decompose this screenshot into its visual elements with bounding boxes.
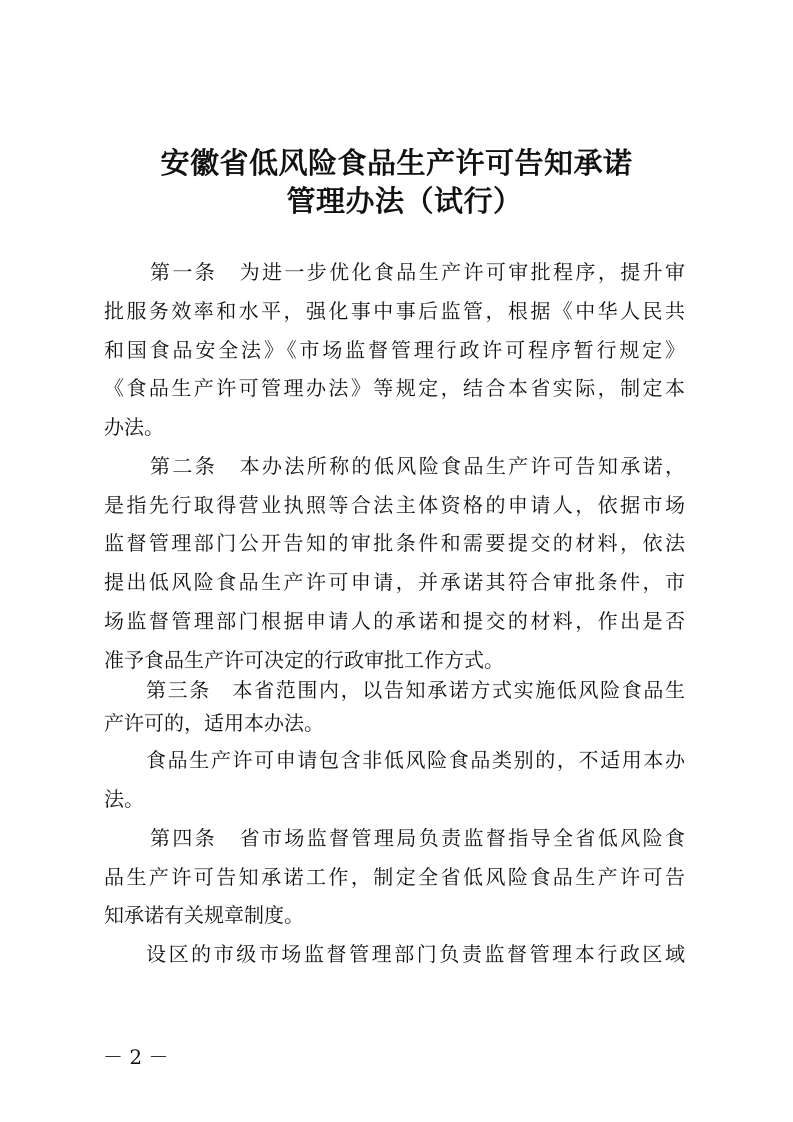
page-number: － 2 － <box>103 1045 169 1069</box>
body-line: 和国食品安全法》《市场监督管理行政许可程序暂行规定》 <box>104 338 685 362</box>
body-line: 设区的市级市场监督管理部门负责监督管理本行政区域 <box>146 942 685 966</box>
body-line: 准予食品生产许可决定的行政审批工作方式。 <box>104 648 504 672</box>
body-line: 法。 <box>104 787 144 811</box>
body-line: 提出低风险食品生产许可申请，并承诺其符合审批条件，市 <box>104 570 685 594</box>
body-line: 食品生产许可申请包含非低风险食品类别的，不适用本办 <box>146 748 685 772</box>
body-line: 《食品生产许可管理办法》等规定，结合本省实际，制定本 <box>104 376 685 400</box>
body-line: 第二条 本办法所称的低风险食品生产许可告知承诺， <box>150 454 685 478</box>
body-line: 第四条 省市场监督管理局负责监督指导全省低风险食 <box>150 826 685 850</box>
document-title-line-1: 安徽省低风险食品生产许可告知承诺 <box>160 146 633 180</box>
body-line: 批服务效率和水平，强化事中事后监管，根据《中华人民共 <box>104 299 685 323</box>
body-line: 监督管理部门公开告知的审批条件和需要提交的材料，依法 <box>104 531 685 555</box>
body-line: 第三条 本省范围内，以告知承诺方式实施低风险食品生 <box>146 678 685 702</box>
body-line: 知承诺有关规章制度。 <box>104 903 304 927</box>
body-line: 第一条 为进一步优化食品生产许可审批程序，提升审 <box>150 260 685 284</box>
body-line: 办法。 <box>104 415 164 439</box>
body-line: 场监督管理部门根据申请人的承诺和提交的材料，作出是否 <box>104 609 685 633</box>
body-line: 品生产许可告知承诺工作，制定全省低风险食品生产许可告 <box>104 865 685 889</box>
body-line: 产许可的，适用本办法。 <box>104 711 324 735</box>
document-title-line-2: 管理办法（试行） <box>286 184 523 218</box>
body-line: 是指先行取得营业执照等合法主体资格的申请人，依据市场 <box>104 493 685 517</box>
